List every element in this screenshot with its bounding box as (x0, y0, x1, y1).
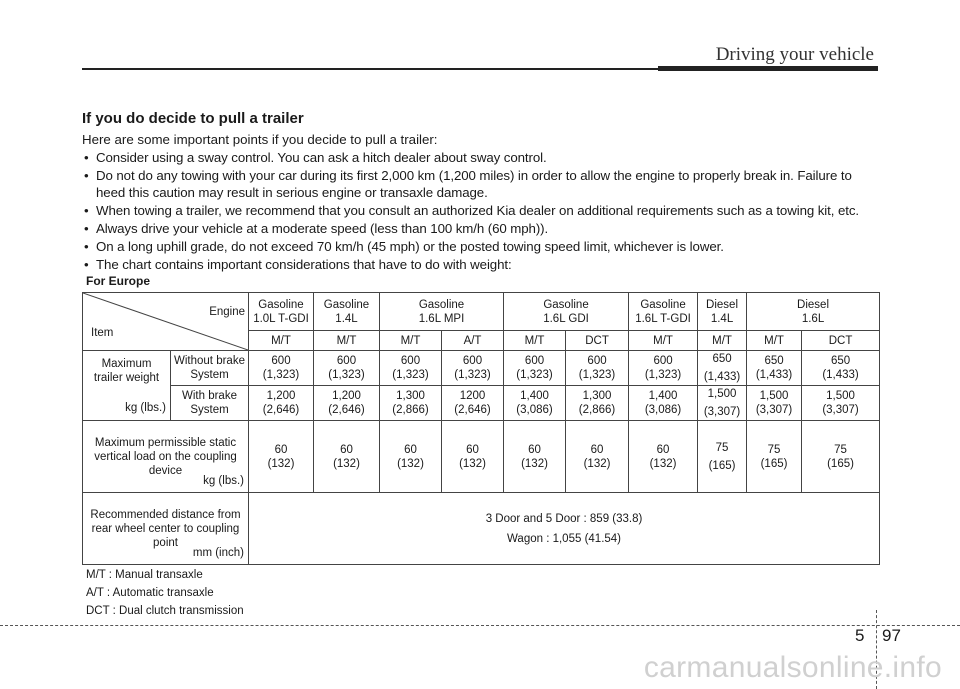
note-line: A/T : Automatic transaxle (86, 587, 214, 599)
content-area (82, 110, 882, 273)
section-header-title: Driving your vehicle (715, 44, 874, 65)
table-cell: 600 (1,323) (380, 351, 442, 386)
table-cell: 1,200 (2,646) (314, 386, 380, 421)
table-row-coupling-distance (83, 493, 880, 565)
transmission-header: DCT (802, 331, 880, 351)
note-line: M/T : Manual transaxle (86, 569, 203, 581)
table-cell: 60 (132) (566, 421, 629, 493)
bullet-item: • Always drive your vehicle at a moderate speed (less than 100 km/h (60 mph)). (82, 220, 882, 237)
table-cell: 1,400 (3,086) (629, 386, 698, 421)
bullet-item: • The chart contains important considerations that have to do with weight: (82, 256, 882, 273)
table-cell: 75 (165) (698, 421, 747, 493)
transmission-header: M/T (629, 331, 698, 351)
table-cell: 60 (132) (629, 421, 698, 493)
transmission-header: DCT (566, 331, 629, 351)
with-brake-label: With brake System (171, 386, 249, 421)
table-cell: 60 (132) (504, 421, 566, 493)
table-cell: 60 (132) (249, 421, 314, 493)
table-cell: 650 (1,433) (698, 351, 747, 386)
table-cell: 60 (132) (442, 421, 504, 493)
transmission-header: M/T (504, 331, 566, 351)
transmission-header: M/T (747, 331, 802, 351)
table-cell: 1200 (2,646) (442, 386, 504, 421)
table-cell: 600 (1,323) (504, 351, 566, 386)
page-number: 97 (882, 626, 901, 645)
engine-header: Gasoline 1.6L T-GDI (629, 293, 698, 331)
table-cell: 650 (1,433) (802, 351, 880, 386)
engine-header: Diesel 1.6L (747, 293, 880, 331)
header-rule (82, 68, 660, 70)
table-cell: 1,300 (2,866) (566, 386, 629, 421)
table-cell: 600 (1,323) (629, 351, 698, 386)
table-cell: 75 (165) (802, 421, 880, 493)
bullet-item: • On a long uphill grade, do not exceed 70 km/h (45 mph) or the posted towing speed limit, whichever is lower. (82, 238, 882, 255)
footer-rule (0, 625, 960, 626)
table-row-with-brake (83, 386, 880, 421)
engine-header: Gasoline 1.0L T-GDI (249, 293, 314, 331)
corner-item-label: Item (91, 327, 114, 339)
without-brake-label: Without brake System (171, 351, 249, 386)
table-cell: 650 (1,433) (747, 351, 802, 386)
max-trailer-weight-label: Maximum trailer weight kg (lbs.) (83, 351, 171, 421)
coupling-distance-label: Recommended distance from rear wheel center to coupling point mm (inch) (83, 493, 249, 565)
table-cell: 60 (132) (380, 421, 442, 493)
transmission-header: M/T (249, 331, 314, 351)
table-cell: 1,500 (3,307) (698, 386, 747, 421)
transmission-header: A/T (442, 331, 504, 351)
table-cell: 75 (165) (747, 421, 802, 493)
note-line: DCT : Dual clutch transmission (86, 605, 244, 617)
bullet-list (82, 149, 882, 273)
bullet-item: • Consider using a sway control. You can ask a hitch dealer about sway control. (82, 149, 882, 166)
corner-engine-label: Engine (209, 306, 245, 318)
table-row-vertical-load (83, 421, 880, 493)
table-region-label: For Europe (86, 274, 151, 288)
watermark: carmanualsonline.info (643, 651, 942, 684)
engine-header: Gasoline 1.4L (314, 293, 380, 331)
transmission-header: M/T (698, 331, 747, 351)
table-cell: 600 (1,323) (314, 351, 380, 386)
intro-text: Here are some important points if you decide to pull a trailer: (82, 132, 438, 147)
transmission-header: M/T (314, 331, 380, 351)
table-corner-cell (83, 293, 249, 351)
table-cell: 60 (132) (314, 421, 380, 493)
header-rule-bold (658, 66, 878, 71)
bullet-item: • Do not do any towing with your car during its first 2,000 km (1,200 miles) in order to allow the engine to properly break in. Failure to heed this caution may result in serious engine or transaxle damage. (82, 167, 882, 201)
engine-header: Diesel 1.4L (698, 293, 747, 331)
vertical-load-label: Maximum permissible static vertical load on the coupling device kg (lbs.) (83, 421, 249, 493)
coupling-distance-value: 3 Door and 5 Door : 859 (33.8) Wagon : 1,055 (41.54) (249, 493, 880, 565)
table-cell: 1,500 (3,307) (802, 386, 880, 421)
table-cell: 1,300 (2,866) (380, 386, 442, 421)
bullet-item: • When towing a trailer, we recommend that you consult an authorized Kia dealer on additional requirements such as a towing kit, etc. (82, 202, 882, 219)
trailer-spec-table (82, 292, 880, 565)
table-row-without-brake (83, 351, 880, 386)
table-cell: 600 (1,323) (566, 351, 629, 386)
table-cell: 1,200 (2,646) (249, 386, 314, 421)
chapter-number: 5 (855, 626, 865, 645)
table-cell: 1,400 (3,086) (504, 386, 566, 421)
engine-header: Gasoline 1.6L GDI (504, 293, 629, 331)
transmission-header: M/T (380, 331, 442, 351)
table-cell: 600 (1,323) (249, 351, 314, 386)
table-cell: 600 (1,323) (442, 351, 504, 386)
engine-header: Gasoline 1.6L MPI (380, 293, 504, 331)
corner-diagonal (83, 293, 248, 350)
page-title: If you do decide to pull a trailer (82, 110, 304, 127)
abbreviation-notes (86, 566, 244, 620)
table-cell: 1,500 (3,307) (747, 386, 802, 421)
table-header-engine-row (83, 293, 880, 331)
